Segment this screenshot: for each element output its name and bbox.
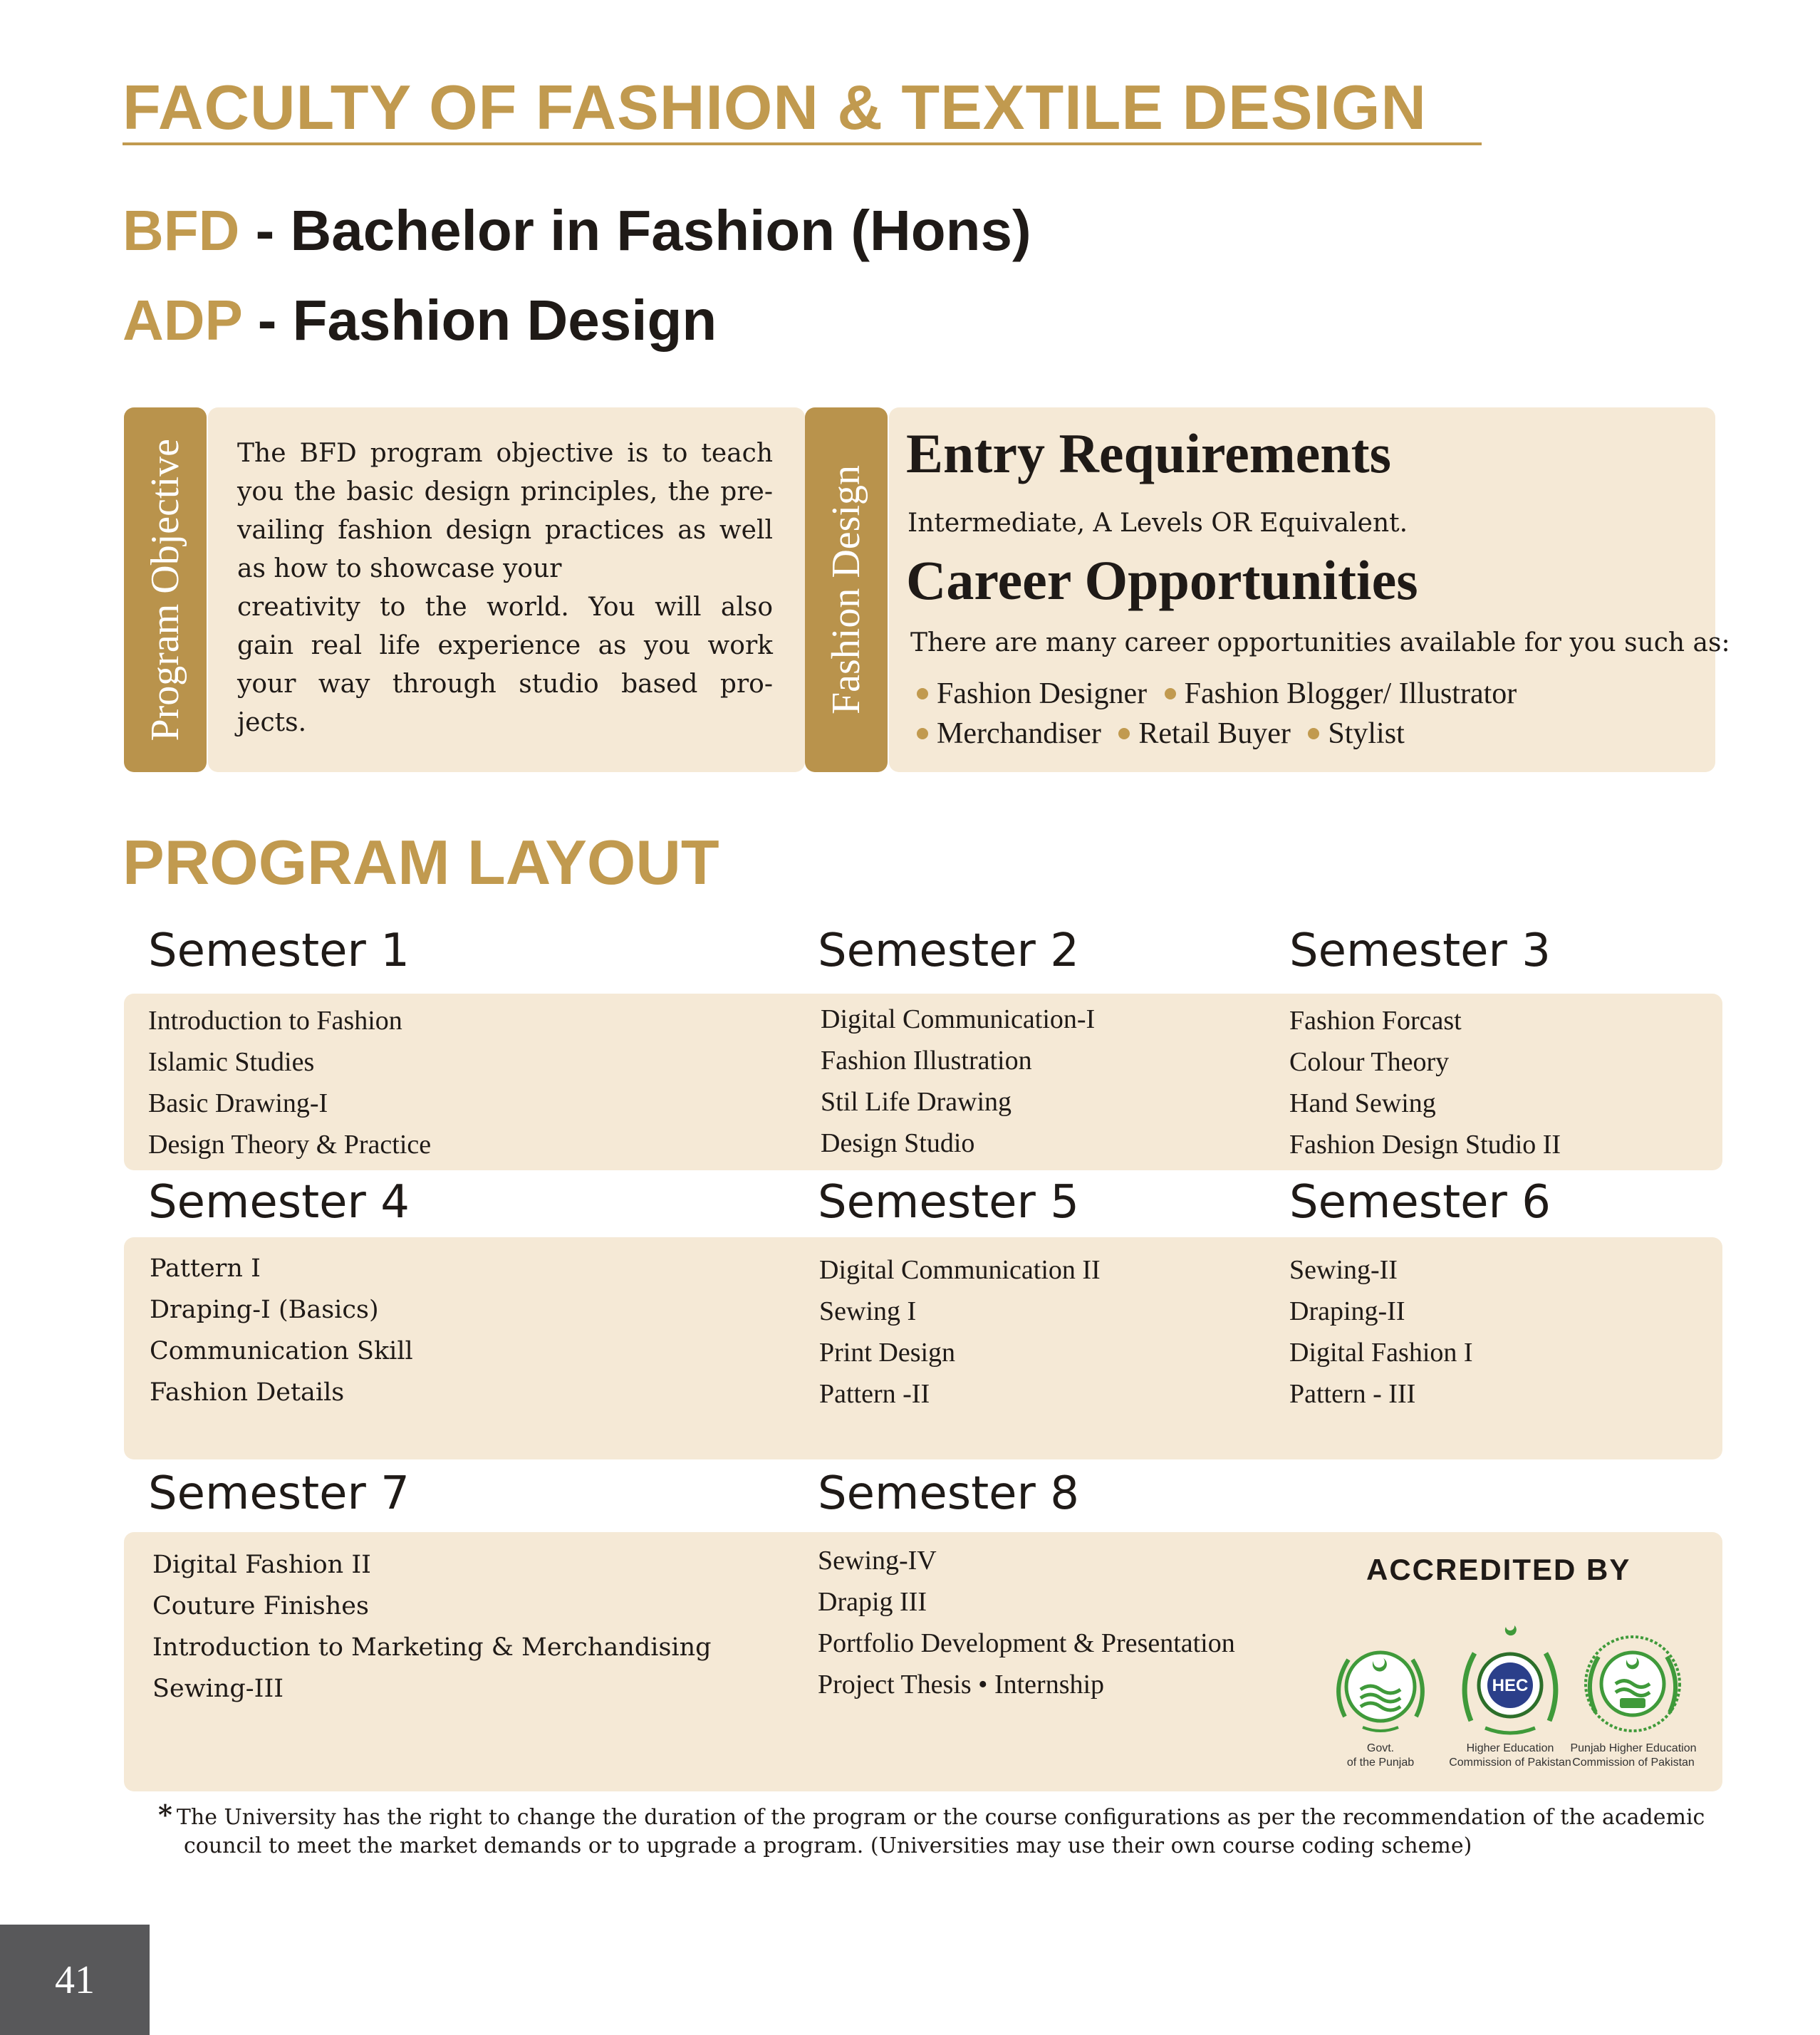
objective-line: your way through studio based pro- — [237, 670, 773, 699]
page-number: 41 — [55, 1957, 95, 2002]
fashion-tab — [805, 407, 888, 772]
course-item: Draping-II — [1289, 1296, 1405, 1326]
bullet-dot — [1308, 728, 1319, 739]
seal-label-line: Commission of Pakistan — [1572, 1756, 1695, 1769]
course-item: Draping-I (Basics) — [150, 1296, 379, 1324]
semester-7-courses — [152, 1544, 712, 1709]
career-list-row-1 — [915, 677, 1517, 711]
semester-5-courses — [819, 1249, 1101, 1415]
course-item: Hand Sewing — [1289, 1088, 1436, 1118]
course-item: Print Design — [819, 1338, 956, 1368]
course-item: Digital Communication II — [819, 1255, 1101, 1285]
semester-3-courses — [1289, 1000, 1561, 1165]
seal-label-line: of the Punjab — [1346, 1756, 1415, 1769]
course-item: Design Theory & Practice — [148, 1130, 432, 1160]
course-item: Fashion Illustration — [821, 1046, 1032, 1076]
objective-line: you the basic design principles, the pre- — [237, 477, 773, 506]
objective-tab — [124, 407, 207, 772]
semester-8-heading: Semester 8 — [818, 1467, 1079, 1520]
program-layout-title: PROGRAM LAYOUT — [123, 827, 719, 897]
objective-line: The BFD program objective is to teach — [237, 439, 773, 468]
course-item: Project Thesis • Internship — [818, 1670, 1105, 1700]
page-number-box — [0, 1925, 150, 2035]
objective-line: jects. — [237, 708, 307, 737]
course-item: Couture Finishes — [152, 1592, 369, 1620]
seal-label — [1446, 1742, 1574, 1770]
career-item: Retail Buyer — [1138, 717, 1291, 750]
semester-7-heading: Semester 7 — [148, 1467, 410, 1520]
career-list-row-2 — [915, 717, 1405, 751]
footnote-line: council to meet the market demands or to upgrade a program. (Universities may use their own course coding scheme) — [184, 1833, 1472, 1858]
semester-5-heading: Semester 5 — [818, 1176, 1079, 1229]
course-item: Stil Life Drawing — [821, 1087, 1012, 1117]
semester-2-courses — [821, 999, 1095, 1164]
program-code: ADP — [123, 288, 242, 352]
program-name: - Bachelor in Fashion (Hons) — [255, 199, 1031, 262]
course-item: Drapig III — [818, 1587, 927, 1617]
course-item: Colour Theory — [1289, 1047, 1450, 1077]
course-item: Design Studio — [821, 1128, 975, 1158]
entry-requirements-text: Intermediate, A Levels OR Equivalent. — [908, 509, 1408, 538]
semester-1-heading: Semester 1 — [148, 925, 410, 977]
course-item: Pattern I — [150, 1254, 261, 1283]
seal-label — [1567, 1742, 1700, 1770]
course-item: Fashion Design Studio II — [1289, 1130, 1561, 1160]
course-item: Sewing-IV — [818, 1546, 937, 1576]
seal-label-line: Govt. — [1366, 1742, 1395, 1754]
program-title-adp — [123, 288, 717, 353]
punjab-govt-seal-icon — [1324, 1631, 1437, 1745]
seal-label-line: Higher Education — [1466, 1742, 1554, 1754]
semester-2-heading: Semester 2 — [818, 925, 1079, 977]
course-item: Fashion Details — [150, 1378, 345, 1407]
footnote-star: * — [158, 1799, 172, 1831]
faculty-title: FACULTY OF FASHION & TEXTILE DESIGN — [123, 72, 1427, 142]
objective-line: as how to showcase your — [237, 554, 562, 583]
course-item: Digital Fashion I — [1289, 1338, 1473, 1368]
career-heading: Career Opportunities — [906, 549, 1418, 611]
footnote-line: The University has the right to change the duration of the program or the course configurations as per the recommendation of the academic — [176, 1805, 1705, 1830]
seal-label — [1324, 1742, 1437, 1770]
career-item: Fashion Designer — [937, 677, 1148, 710]
course-item: Sewing I — [819, 1296, 917, 1326]
semester-4-heading: Semester 4 — [148, 1176, 410, 1229]
career-item: Fashion Blogger/ Illustrator — [1184, 677, 1517, 710]
hec-seal-icon — [1453, 1621, 1567, 1742]
bullet-dot — [1118, 728, 1130, 739]
semester-6-heading: Semester 6 — [1289, 1176, 1551, 1229]
svg-text:HEC: HEC — [1492, 1676, 1529, 1695]
course-item: Islamic Studies — [148, 1047, 315, 1077]
course-item: Introduction to Fashion — [148, 1006, 402, 1036]
accredited-by-heading: ACCREDITED BY — [1366, 1553, 1631, 1586]
course-item: Digital Fashion II — [152, 1551, 371, 1579]
bullet-dot — [1165, 688, 1176, 699]
objective-line: gain real life experience as you work — [237, 631, 773, 660]
objective-line: creativity to the world. You will also — [237, 593, 773, 622]
program-name: - Fashion Design — [257, 288, 717, 352]
course-item: Fashion Forcast — [1289, 1006, 1462, 1036]
course-item: Pattern -II — [819, 1379, 930, 1409]
course-item: Introduction to Marketing & Merchandising — [152, 1633, 712, 1662]
title-underline — [123, 142, 1482, 145]
course-item: Pattern - III — [1289, 1379, 1416, 1409]
seal-label-line: Commission of Pakistan — [1449, 1756, 1571, 1769]
objective-line: vailing fashion design practices as well — [237, 516, 773, 545]
course-item: Digital Communication-I — [821, 1004, 1096, 1034]
semester-1-courses — [148, 1000, 431, 1165]
phec-seal-icon — [1576, 1627, 1690, 1741]
program-code: BFD — [123, 199, 240, 262]
semester-6-courses — [1289, 1249, 1473, 1415]
career-text: There are many career opportunities available for you such as: — [910, 628, 1730, 657]
career-item: Merchandiser — [937, 717, 1101, 750]
bullet-dot — [917, 688, 928, 699]
course-item: Basic Drawing-I — [148, 1088, 328, 1118]
semester-8-courses — [818, 1540, 1235, 1705]
career-item: Stylist — [1328, 717, 1405, 750]
semester-3-heading: Semester 3 — [1289, 925, 1551, 977]
footnote — [158, 1801, 1705, 1860]
objective-tab-label: Program Objective — [143, 438, 187, 741]
fashion-tab-label: Fashion Design — [824, 465, 868, 714]
course-item: Sewing-III — [152, 1675, 284, 1703]
course-item: Portfolio Development & Presentation — [818, 1628, 1235, 1658]
program-title-bfd — [123, 198, 1031, 264]
seal-label-line: Punjab Higher Education — [1570, 1742, 1697, 1754]
objective-text — [237, 434, 773, 742]
bullet-dot — [917, 728, 928, 739]
course-item: Communication Skill — [150, 1337, 413, 1365]
entry-requirements-heading: Entry Requirements — [906, 422, 1392, 484]
semester-4-courses — [150, 1248, 413, 1413]
course-item: Sewing-II — [1289, 1255, 1398, 1285]
